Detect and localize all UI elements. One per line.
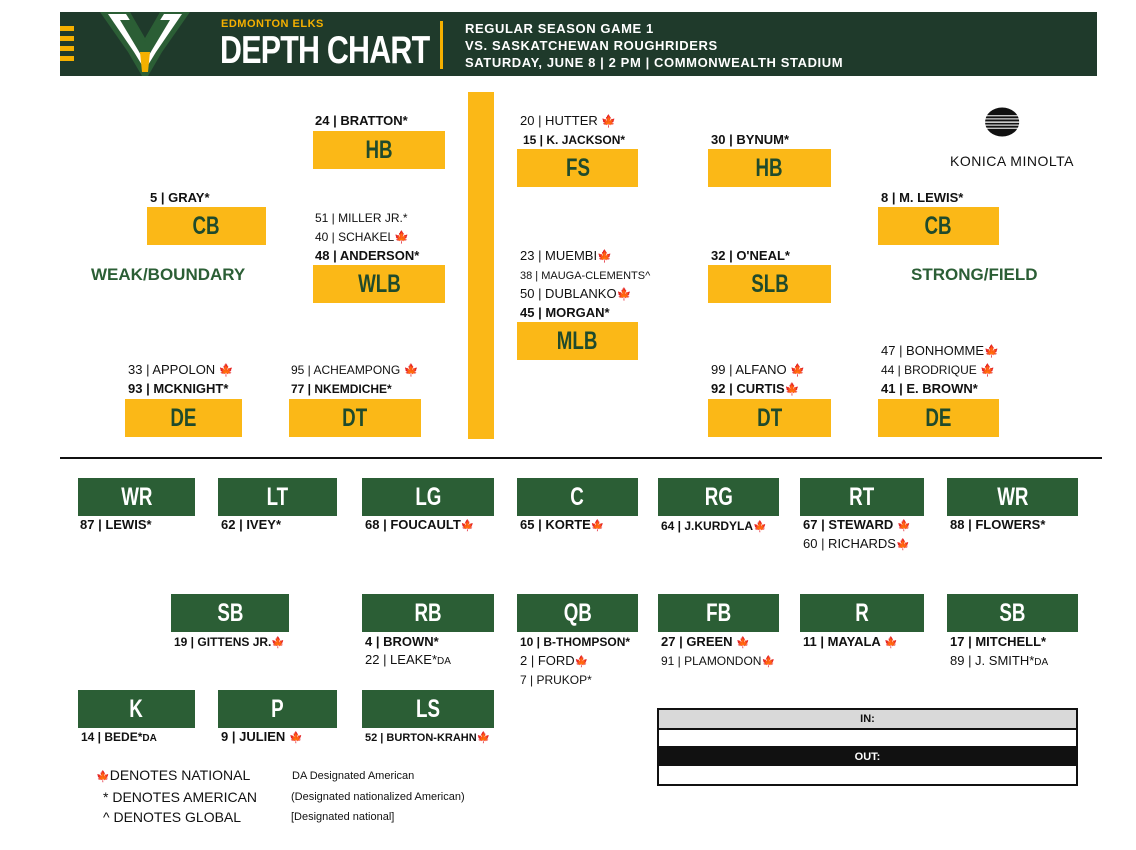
qb-player-3: 7 | PRUKOP* bbox=[520, 673, 592, 687]
lg-player-1: 68 | FOUCAULT🍁 bbox=[365, 517, 475, 532]
position-box-wr-left: WR bbox=[78, 478, 195, 516]
maple-leaf-icon: 🍁 bbox=[218, 363, 234, 377]
maple-leaf-icon: 🍁 bbox=[784, 382, 800, 396]
rb-player-1: 4 | BROWN* bbox=[365, 634, 439, 649]
in-box bbox=[657, 708, 1078, 748]
out-box bbox=[657, 746, 1078, 786]
legend-global: ^ DENOTES GLOBAL bbox=[103, 809, 242, 825]
mlb-player-1: 23 | MUEMBI🍁 bbox=[520, 248, 613, 263]
position-box-rg: RG bbox=[658, 478, 779, 516]
position-box-rb: RB bbox=[362, 594, 494, 632]
out-header: OUT: bbox=[659, 748, 1076, 766]
position-box-hb-right: HB bbox=[708, 149, 831, 187]
position-box-dt-right: DT bbox=[708, 399, 831, 437]
team-name: EDMONTON ELKS bbox=[221, 18, 324, 30]
elks-logo-icon bbox=[90, 12, 200, 76]
mlb-player-3: 50 | DUBLANKO🍁 bbox=[520, 286, 632, 301]
banner-stripes bbox=[60, 26, 74, 66]
center-divider-bar bbox=[468, 92, 494, 439]
legend-dn: [Designated national] bbox=[291, 811, 395, 823]
wlb-player-3: 48 | ANDERSON* bbox=[315, 248, 420, 263]
position-box-wr-right: WR bbox=[947, 478, 1078, 516]
position-box-qb: QB bbox=[517, 594, 638, 632]
maple-leaf-icon: 🍁 bbox=[460, 520, 475, 532]
maple-leaf-icon: 🍁 bbox=[288, 732, 303, 744]
wlb-player-2: 40 | SCHAKEL🍁 bbox=[315, 230, 410, 244]
maple-leaf-icon: 🍁 bbox=[601, 114, 617, 128]
position-box-hb-left: HB bbox=[313, 131, 445, 169]
sponsor-name: KONICA MINOLTA bbox=[950, 153, 1074, 169]
position-box-de-right: DE bbox=[878, 399, 999, 437]
legend-national: 🍁DENOTES NATIONAL bbox=[96, 767, 251, 783]
maple-leaf-icon: 🍁 bbox=[616, 287, 632, 301]
dt-right-player-2: 92 | CURTIS🍁 bbox=[711, 381, 800, 396]
rb-player-2: 22 | LEAKE*DA bbox=[365, 652, 451, 667]
chart-title: DEPTH CHART bbox=[220, 29, 430, 72]
ls-player-1: 52 | BURTON-KRAHN🍁 bbox=[365, 732, 491, 744]
maple-leaf-icon: 🍁 bbox=[597, 249, 613, 263]
position-box-slb: SLB bbox=[708, 265, 831, 303]
rt-player-2: 60 | RICHARDS🍁 bbox=[803, 536, 910, 551]
sb-right-player-2: 89 | J. SMITH*DA bbox=[950, 653, 1049, 668]
position-box-dt-left: DT bbox=[289, 399, 421, 437]
fb-player-1: 27 | GREEN 🍁 bbox=[661, 634, 750, 649]
fs-player-2: 15 | K. JACKSON* bbox=[523, 133, 626, 147]
lt-player-1: 62 | IVEY* bbox=[221, 517, 282, 532]
maple-leaf-icon: 🍁 bbox=[896, 520, 911, 532]
game-line-2: VS. SASKATCHEWAN ROUGHRIDERS bbox=[465, 38, 718, 53]
position-box-sb-right: SB bbox=[947, 594, 1078, 632]
maple-leaf-icon: 🍁 bbox=[476, 732, 491, 744]
fb-player-2: 91 | PLAMONDON🍁 bbox=[661, 654, 776, 668]
position-box-lt: LT bbox=[218, 478, 337, 516]
section-divider-line bbox=[60, 457, 1102, 459]
header-banner bbox=[60, 12, 1097, 76]
de-right-player-2: 44 | BRODRIQUE 🍁 bbox=[881, 363, 996, 377]
strong-field-label: STRONG/FIELD bbox=[911, 265, 1038, 284]
maple-leaf-icon: 🍁 bbox=[790, 363, 806, 377]
position-box-k: K bbox=[78, 690, 195, 728]
position-box-lg: LG bbox=[362, 478, 494, 516]
wr-right-player-1: 88 | FLOWERS* bbox=[950, 517, 1046, 532]
position-box-ls: LS bbox=[362, 690, 494, 728]
mlb-player-2: 38 | MAUGA-CLEMENTS^ bbox=[520, 270, 651, 282]
rg-player-1: 64 | J.KURDYLA🍁 bbox=[661, 519, 767, 533]
de-right-player-3: 41 | E. BROWN* bbox=[881, 381, 978, 396]
mlb-player-4: 45 | MORGAN* bbox=[520, 305, 610, 320]
maple-leaf-icon: 🍁 bbox=[394, 230, 410, 244]
sb-left-player-1: 19 | GITTENS JR.🍁 bbox=[174, 635, 286, 649]
position-box-p: P bbox=[218, 690, 337, 728]
in-header: IN: bbox=[659, 710, 1076, 730]
hb-right-player-1: 30 | BYNUM* bbox=[711, 132, 790, 147]
maple-leaf-icon: 🍁 bbox=[403, 363, 419, 377]
r-player-1: 11 | MAYALA 🍁 bbox=[803, 634, 898, 649]
maple-leaf-icon: 🍁 bbox=[574, 656, 589, 668]
header-divider bbox=[440, 21, 443, 69]
position-box-wlb: WLB bbox=[313, 265, 445, 303]
wlb-player-1: 51 | MILLER JR.* bbox=[315, 211, 408, 225]
maple-leaf-icon: 🍁 bbox=[753, 521, 767, 533]
maple-leaf-icon: 🍁 bbox=[984, 344, 1000, 358]
position-box-de-left: DE bbox=[125, 399, 242, 437]
maple-leaf-icon: 🍁 bbox=[980, 363, 996, 377]
legend-da: DA Designated American bbox=[292, 770, 415, 782]
de-right-player-1: 47 | BONHOMME🍁 bbox=[881, 343, 1000, 358]
fs-player-1: 20 | HUTTER 🍁 bbox=[520, 113, 617, 128]
dt-left-player-1: 95 | ACHEAMPONG 🍁 bbox=[291, 363, 419, 377]
sb-right-player-1: 17 | MITCHELL* bbox=[950, 634, 1047, 649]
position-box-cb-left: CB bbox=[147, 207, 266, 245]
qb-player-2: 2 | FORD🍁 bbox=[520, 653, 589, 668]
game-line-1: REGULAR SEASON GAME 1 bbox=[465, 21, 654, 36]
maple-leaf-icon: 🍁 bbox=[96, 771, 110, 783]
position-box-cb-right: CB bbox=[878, 207, 999, 245]
legend-american: * DENOTES AMERICAN bbox=[103, 789, 258, 805]
maple-leaf-icon: 🍁 bbox=[883, 637, 898, 649]
position-box-c: C bbox=[517, 478, 638, 516]
wr-left-player-1: 87 | LEWIS* bbox=[80, 517, 152, 532]
legend-dna: (Designated nationalized American) bbox=[291, 791, 465, 803]
p-player-1: 9 | JULIEN 🍁 bbox=[221, 729, 303, 744]
maple-leaf-icon: 🍁 bbox=[761, 656, 776, 668]
maple-leaf-icon: 🍁 bbox=[895, 539, 910, 551]
k-player-1: 14 | BEDE*DA bbox=[81, 730, 157, 744]
c-player-1: 65 | KORTE🍁 bbox=[520, 517, 605, 532]
de-left-player-2: 93 | MCKNIGHT* bbox=[128, 381, 229, 396]
cb-right-player-1: 8 | M. LEWIS* bbox=[881, 190, 964, 205]
position-box-fb: FB bbox=[658, 594, 779, 632]
weak-boundary-label: WEAK/BOUNDARY bbox=[91, 265, 246, 284]
out-entry-field[interactable] bbox=[659, 766, 1076, 784]
dt-right-player-1: 99 | ALFANO 🍁 bbox=[711, 362, 806, 377]
maple-leaf-icon: 🍁 bbox=[736, 637, 750, 649]
maple-leaf-icon: 🍁 bbox=[590, 520, 605, 532]
maple-leaf-icon: 🍁 bbox=[271, 637, 286, 649]
hb-left-player-1: 24 | BRATTON* bbox=[315, 113, 408, 128]
slb-player-1: 32 | O'NEAL* bbox=[711, 248, 790, 263]
rt-player-1: 67 | STEWARD 🍁 bbox=[803, 517, 911, 532]
dt-left-player-2: 77 | NKEMDICHE* bbox=[291, 382, 392, 396]
cb-left-player-1: 5 | GRAY* bbox=[150, 190, 210, 205]
position-box-rt: RT bbox=[800, 478, 924, 516]
de-left-player-1: 33 | APPOLON 🍁 bbox=[128, 362, 234, 377]
position-box-fs: FS bbox=[517, 149, 638, 187]
game-line-3: SATURDAY, JUNE 8 | 2 PM | COMMONWEALTH STADIUM bbox=[465, 55, 844, 70]
qb-player-1: 10 | B-THOMPSON* bbox=[520, 635, 631, 649]
position-box-r: R bbox=[800, 594, 924, 632]
position-box-mlb: MLB bbox=[517, 322, 638, 360]
position-box-sb-left: SB bbox=[171, 594, 289, 632]
konica-minolta-logo-icon bbox=[984, 92, 1054, 152]
